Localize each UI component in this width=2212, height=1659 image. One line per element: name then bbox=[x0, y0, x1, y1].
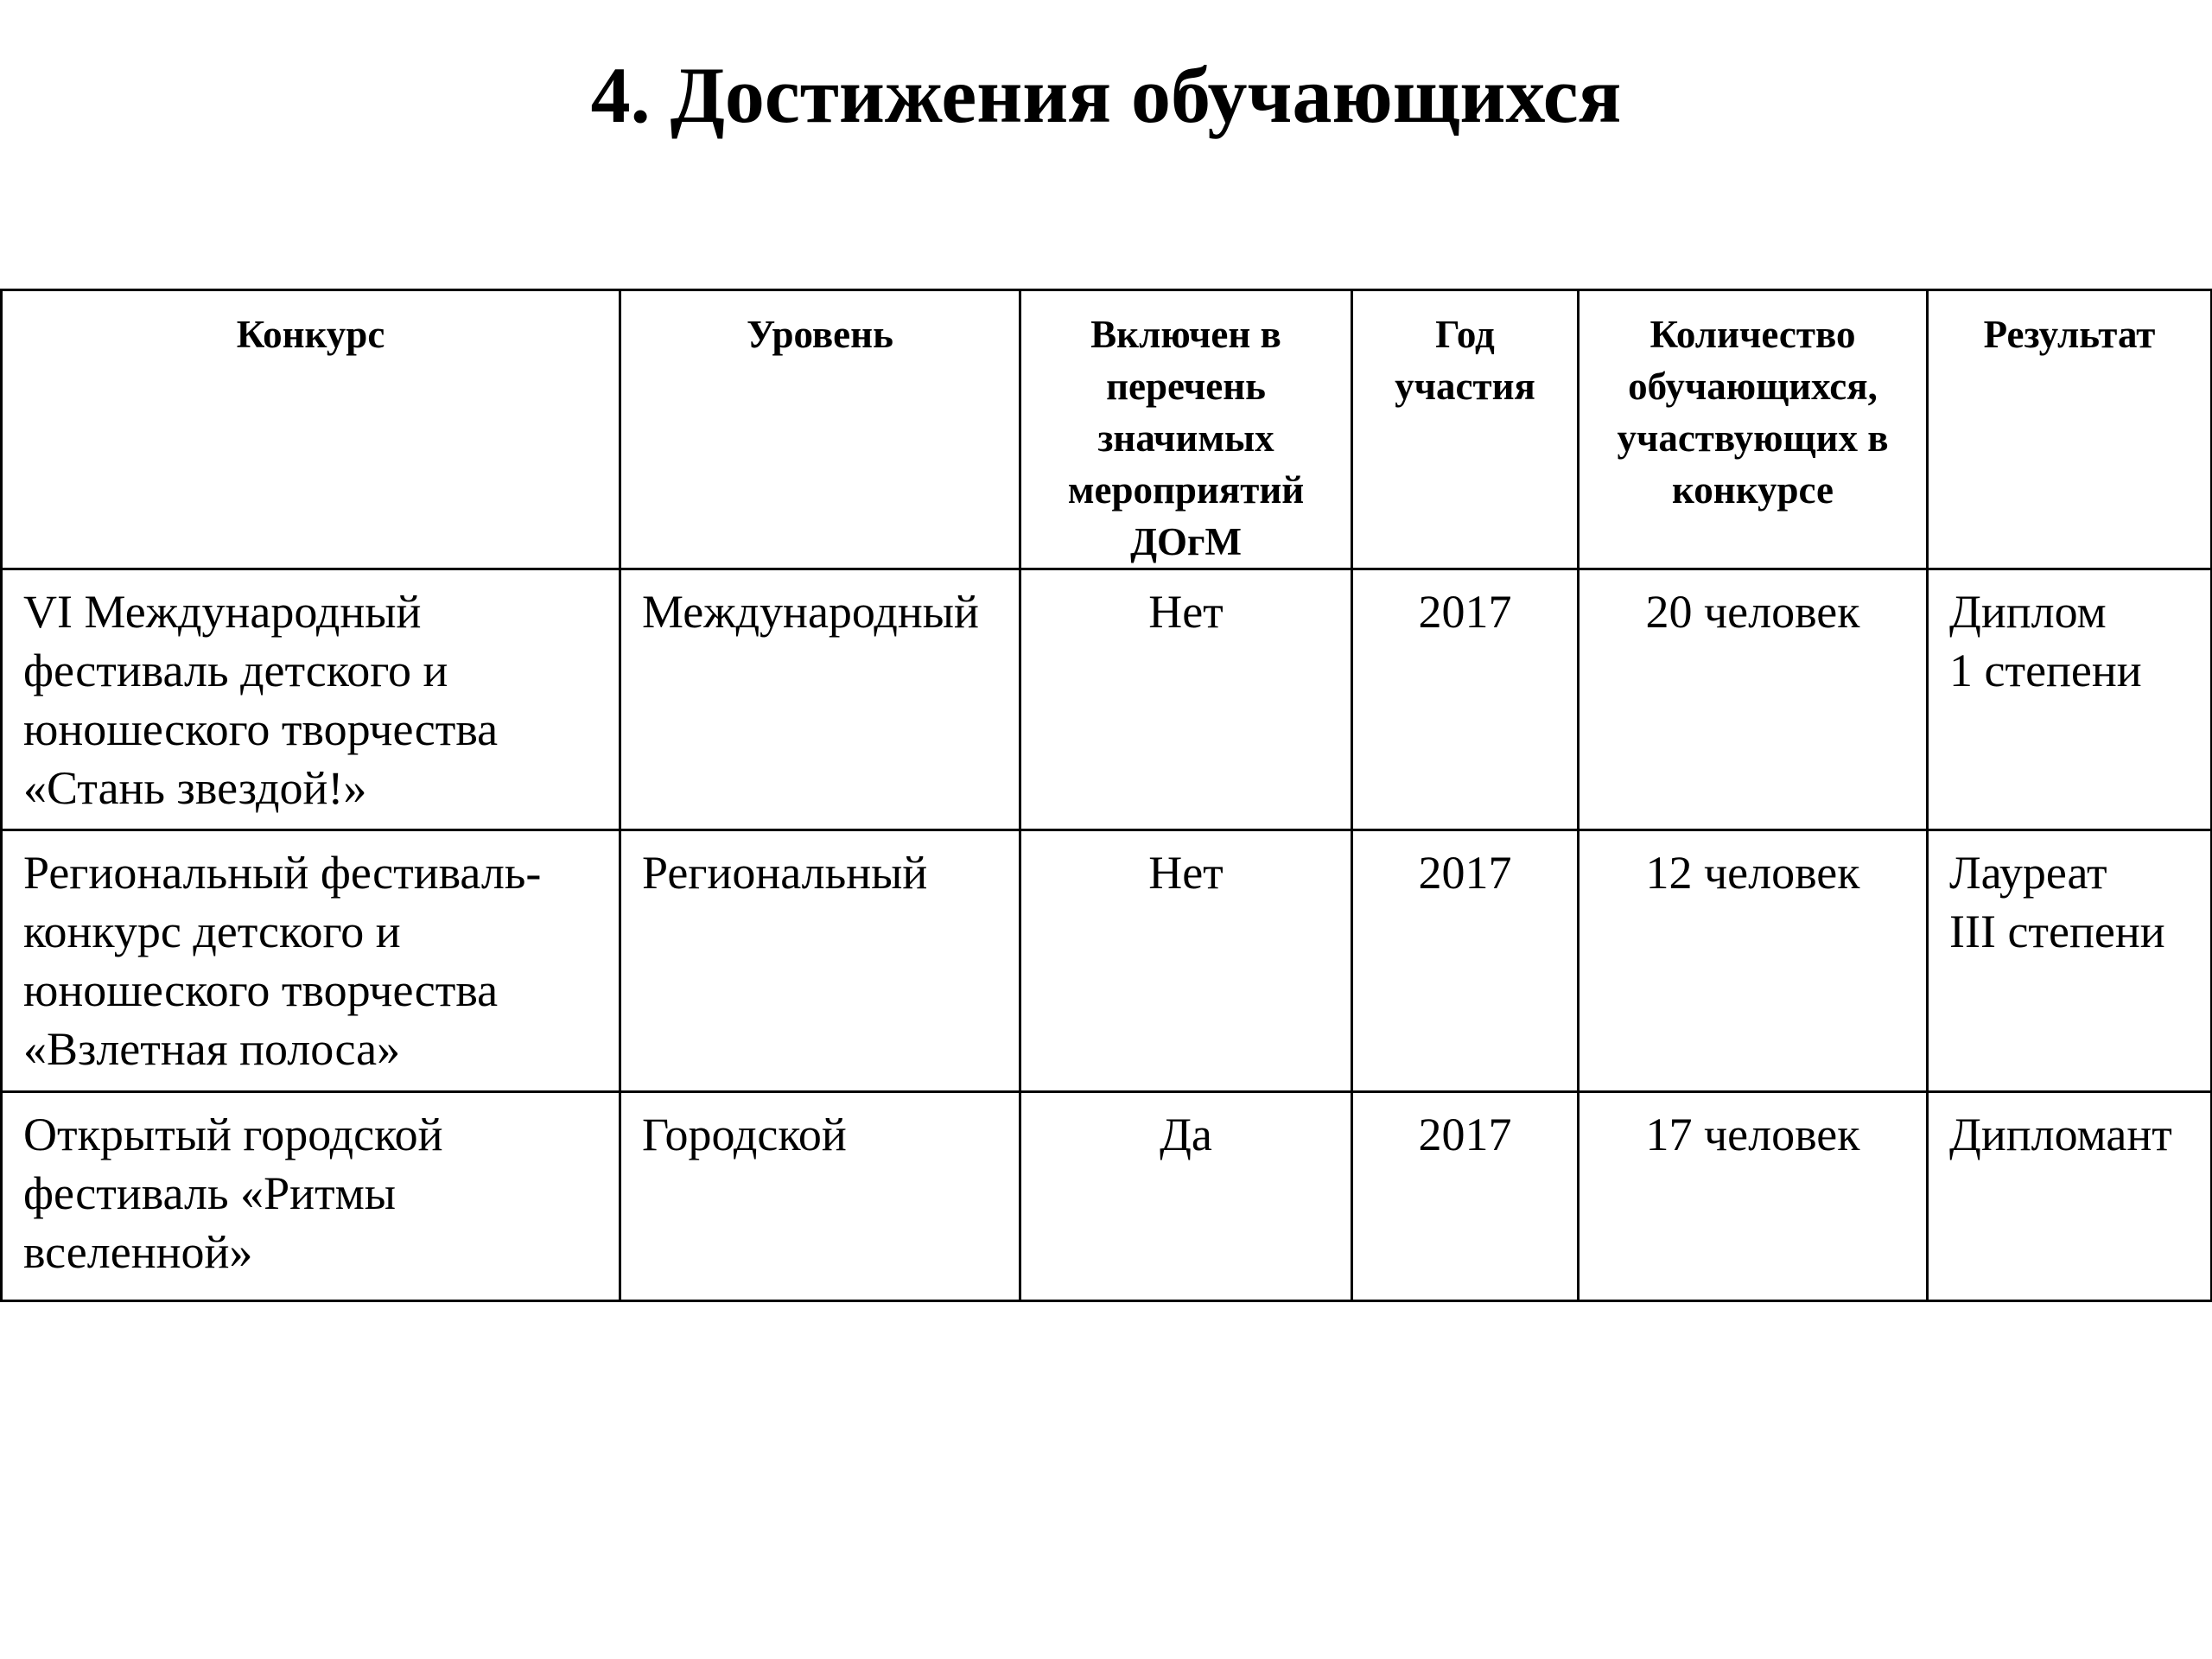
cell-contest: VI Международный фестиваль детского и юношеского творчества «Стань звездой!» bbox=[2, 569, 620, 830]
cell-count: 20 человек bbox=[1579, 569, 1928, 830]
header-count: Количество обучающихся, участвующих в конкурсе bbox=[1579, 290, 1928, 569]
table-row bbox=[2, 830, 2212, 1092]
cell-in-dogm-list: Да bbox=[1020, 1092, 1352, 1301]
cell-count: 12 человек bbox=[1579, 830, 1928, 1092]
cell-count: 17 человек bbox=[1579, 1092, 1928, 1301]
cell-year: 2017 bbox=[1352, 830, 1579, 1092]
cell-result: Лауреат III степени bbox=[1928, 830, 2212, 1092]
header-in-dogm-list: Включен в перечень значимых мероприятий ДОгМ bbox=[1020, 290, 1352, 569]
cell-level: Региональный bbox=[620, 830, 1020, 1092]
header-contest: Конкурс bbox=[2, 290, 620, 569]
cell-in-dogm-list: Нет bbox=[1020, 569, 1352, 830]
achievements-table bbox=[0, 289, 2212, 1302]
cell-in-dogm-list: Нет bbox=[1020, 830, 1352, 1092]
cell-contest: Открытый городской фестиваль «Ритмы вселенной» bbox=[2, 1092, 620, 1301]
cell-result: Диплом 1 степени bbox=[1928, 569, 2212, 830]
cell-contest: Региональный фестиваль- конкурс детского и юношеского творчества «Взлетная полоса» bbox=[2, 830, 620, 1092]
achievements-table-container bbox=[0, 289, 2210, 1302]
header-result: Результат bbox=[1928, 290, 2212, 569]
header-year: Год участия bbox=[1352, 290, 1579, 569]
cell-year: 2017 bbox=[1352, 1092, 1579, 1301]
table-row bbox=[2, 569, 2212, 830]
cell-level: Международный bbox=[620, 569, 1020, 830]
table-header-row bbox=[2, 290, 2212, 569]
cell-level: Городской bbox=[620, 1092, 1020, 1301]
page-title: 4. Достижения обучающихся bbox=[590, 51, 1622, 139]
table-row bbox=[2, 1092, 2212, 1301]
cell-year: 2017 bbox=[1352, 569, 1579, 830]
header-level: Уровень bbox=[620, 290, 1020, 569]
cell-result: Дипломант bbox=[1928, 1092, 2212, 1301]
